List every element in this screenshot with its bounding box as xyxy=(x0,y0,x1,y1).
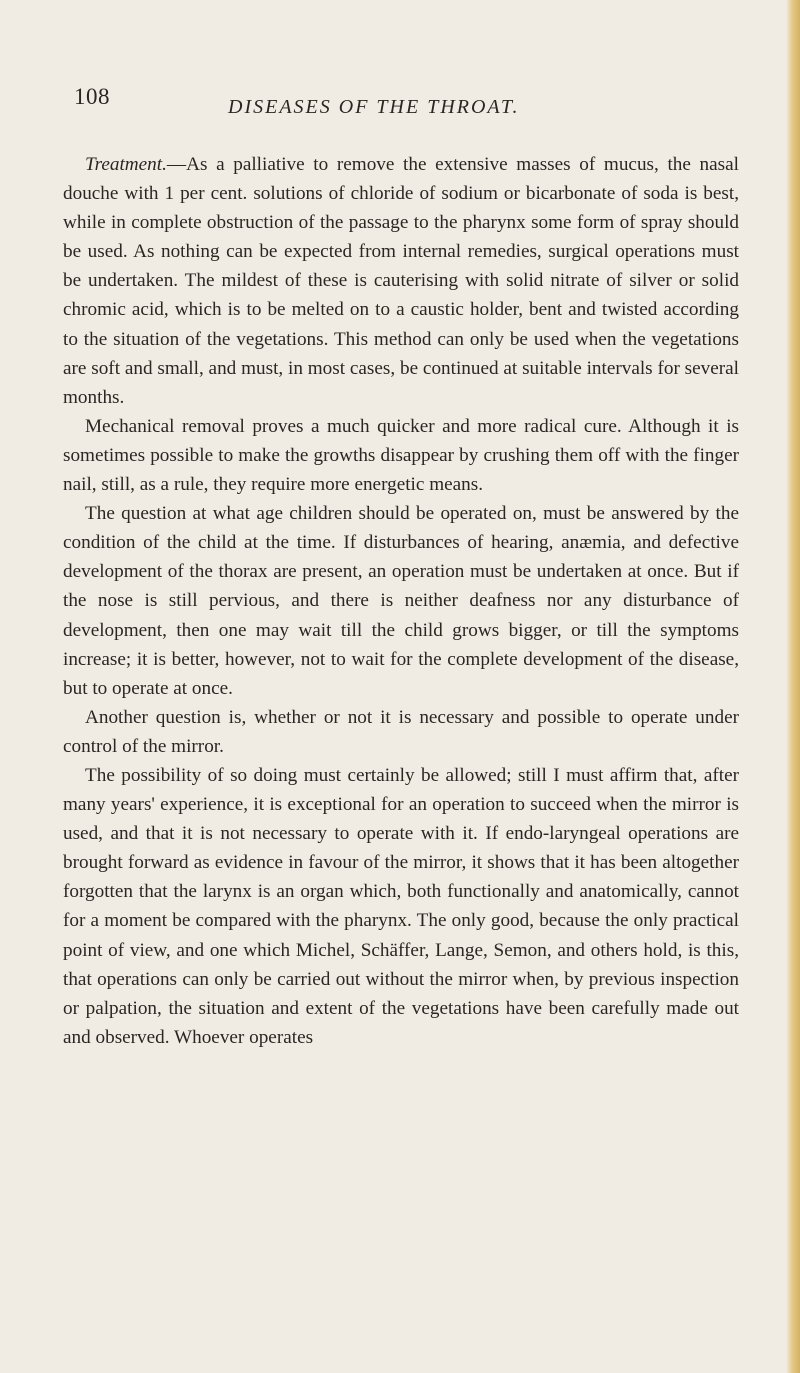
paragraph-mechanical-removal: Mechanical removal proves a much quicker and more radical cure. Although it is sometimes possible to make the growths disappear by crushing them off with the finger nail, still, as a rule, they require more energetic means. xyxy=(63,415,739,496)
page-header xyxy=(74,84,754,124)
run-in-heading: Treatment. xyxy=(85,154,167,175)
paragraph-text: —As a palliative to remove the extensive masses of mucus, the nasal douche with 1 per cent. solutions of chloride of sodium or bicarbonate of soda is best, while in complete obstruction of the passage to the pharynx some form of spray should be used. As nothing can be expected from internal remedies, surgical operations must be undertaken. The mildest of these is cauterising with solid nitrate of silver or solid chromic acid, which is to be melted on to a caustic holder, bent and twisted according to the situation of the vegetations. This method can only be used when the vegetations are soft and small, and must, in most cases, be continued at suitable intervals for several months. xyxy=(63,154,739,408)
paragraph-age-question: The question at what age children should be operated on, must be answered by the condition of the child at the time. If disturbances of hearing, anæmia, and defective development of the thorax are present, an operation must be undertaken at once. But if the nose is still pervious, and there is neither deafness nor any disturbance of development, then one may wait till the child grows bigger, or till the symptoms increase; it is better, however, not to wait for the complete development of the disease, but to operate at once. xyxy=(63,503,739,699)
body-text xyxy=(63,150,739,1052)
paragraph-mirror-possibility: The possibility of so doing must certainly be allowed; still I must affirm that, after many years' experience, it is exceptional for an operation to succeed when the mirror is used, and that it is not necessary to operate with it. If endo-laryngeal operations are brought forward as evidence in favour of the mirror, it shows that it has been altogether forgotten that the larynx is an organ which, both functionally and anatomically, cannot for a moment be compared with the pharynx. The only good, because the only practical point of view, and one which Michel, Schäffer, Lange, Semon, and others hold, is this, that operations can only be carried out without the mirror when, by previous inspection or palpation, the situation and extent of the vegetations have been carefully made out and observed. Whoever operates xyxy=(63,764,739,1048)
page-edge xyxy=(786,0,800,1373)
paragraph-mirror-question: Another question is, whether or not it is necessary and possible to operate under control of the mirror. xyxy=(63,706,739,757)
page-number: 108 xyxy=(74,84,110,109)
paragraph-treatment xyxy=(63,150,739,412)
running-title: DISEASES OF THE THROAT. xyxy=(228,96,520,118)
